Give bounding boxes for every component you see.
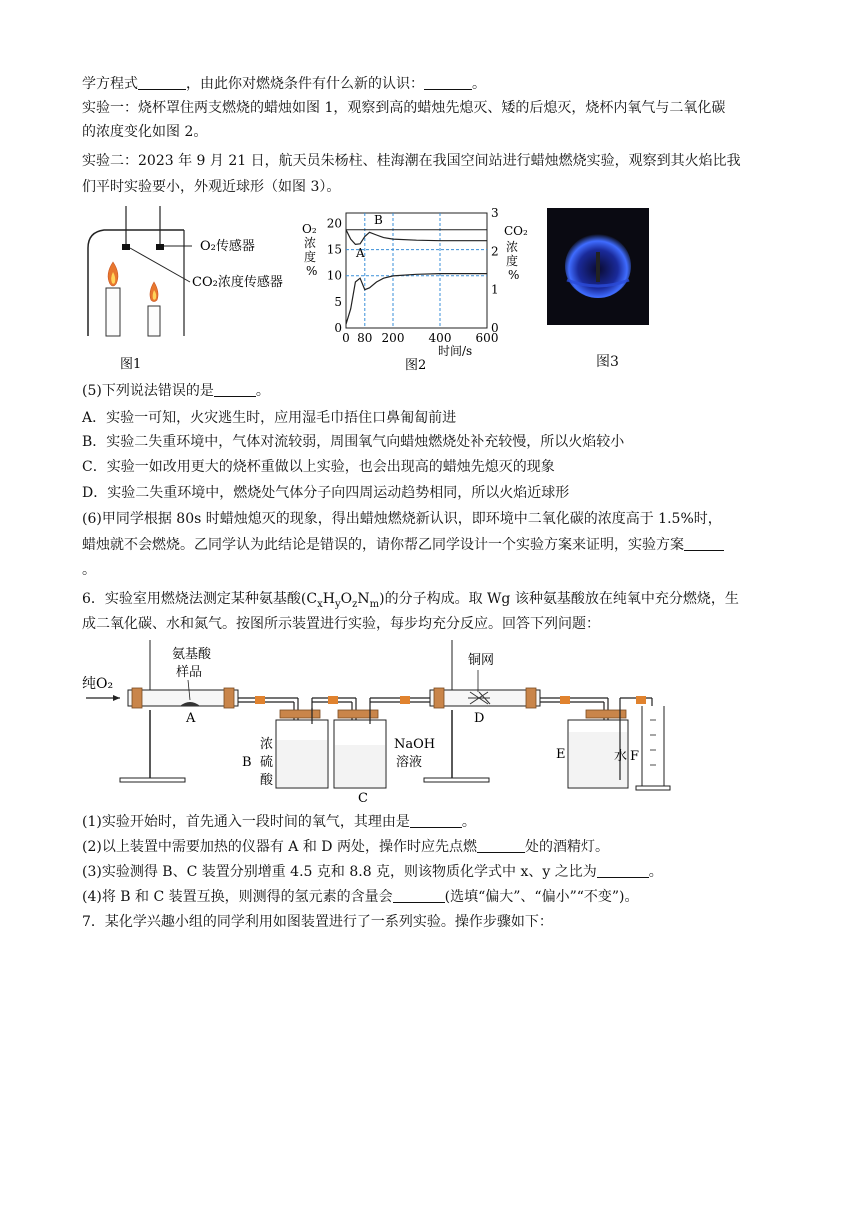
co2-series-line bbox=[346, 274, 487, 325]
sub-question-1: (1)实验开始时，首先通入一段时间的氧气，其理由是 。 bbox=[82, 814, 476, 830]
right-axis-title-2: 浓 bbox=[506, 240, 519, 254]
answer-blank[interactable] bbox=[684, 536, 724, 551]
co2-sensor-label: CO₂浓度传感器 bbox=[192, 275, 283, 290]
answer-blank[interactable] bbox=[477, 838, 525, 853]
x-tick-label: 400 bbox=[428, 331, 452, 345]
o2-series-line bbox=[346, 230, 487, 245]
option-b: B．实验二失重环境中，气体对流较弱，周围氧气向蜡烛燃烧处补充较慢，所以火焰较小 bbox=[82, 434, 625, 450]
answer-blank[interactable] bbox=[424, 75, 472, 90]
option-a: A．实验一可知，火灾逃生时，应用湿毛巾捂住口鼻匍匐前进 bbox=[82, 410, 457, 426]
x-tick-label: 200 bbox=[381, 331, 405, 345]
apparatus-label-d: D bbox=[474, 711, 485, 726]
left-axis-title-3: 度 bbox=[304, 250, 317, 264]
left-axis-title-2: 浓 bbox=[304, 236, 317, 250]
x-tick-label: 80 bbox=[357, 331, 373, 345]
text-line: 实验一：烧杯罩住两支燃烧的蜡烛如图 1，观察到高的蜡烛先熄灭、矮的后熄灭，烧杯内氧气与二氧化碳 bbox=[82, 100, 726, 116]
x-tick-label: 600 bbox=[475, 331, 499, 345]
conc-acid-label-2: 硫 bbox=[260, 755, 274, 770]
apparatus-diagram bbox=[80, 640, 700, 808]
conc-acid-label-3: 酸 bbox=[260, 773, 274, 788]
x-axis-title: 时间/s bbox=[438, 344, 473, 358]
answer-blank[interactable] bbox=[393, 888, 445, 903]
right-axis-title-1: CO₂ bbox=[504, 224, 528, 238]
sub-question-3: (3)实验测得 B、C 装置分别增重 4.5 克和 8.8 克，则该物质化学式中 x、y 之比为 。 bbox=[82, 864, 663, 880]
question-5: (5)下列说法错误的是 。 bbox=[82, 383, 270, 399]
apparatus-label-c: C bbox=[358, 791, 368, 806]
problem-7: 7．某化学兴趣小组的同学利用如图装置进行了一系列实验。操作步骤如下： bbox=[82, 914, 553, 930]
naoh-label-1: NaOH bbox=[394, 737, 436, 752]
right-tick-label: 2 bbox=[491, 244, 499, 259]
right-tick-label: 3 bbox=[491, 206, 499, 220]
option-d: D．实验二失重环境中，燃烧处气体分子向四周运动趋势相同，所以火焰近球形 bbox=[82, 485, 570, 501]
pure-o2-label: 纯O₂ bbox=[82, 676, 114, 692]
problem-6-line-1: 6．实验室用燃烧法测定某种氨基酸$(C_xH_yO_zN_m)$的分子构成。取 Wg 该种氨基酸放在纯氧中充分燃烧，生 bbox=[82, 591, 739, 610]
figure-1-caption: 图1 bbox=[120, 357, 142, 371]
question-6-line-1: (6)甲同学根据 80s 时蜡烛熄灭的现象，得出蜡烛燃烧新认识，即环境中二氧化碳的浓度高于 1.5%时， bbox=[82, 511, 722, 527]
apparatus-label-e: E bbox=[556, 747, 566, 762]
answer-blank[interactable] bbox=[597, 863, 649, 878]
answer-blank[interactable] bbox=[138, 75, 186, 90]
point-label-a: A bbox=[356, 246, 365, 260]
figure-3-photo bbox=[547, 208, 649, 325]
problem-6-line-2: 成二氧化碳、水和氮气。按图所示装置进行实验，每步均充分反应。回答下列问题： bbox=[82, 616, 600, 632]
apparatus-label-b: B bbox=[242, 755, 252, 770]
apparatus-label-a: A bbox=[186, 711, 196, 726]
left-axis-title-1: O₂ bbox=[302, 222, 317, 236]
right-tick-label: 0 bbox=[491, 321, 499, 335]
spherical-flame-icon bbox=[547, 208, 649, 325]
figure-2-chart bbox=[298, 203, 538, 373]
left-tick-label: 0 bbox=[334, 321, 342, 335]
o2-sensor-label: O₂传感器 bbox=[200, 239, 255, 254]
answer-blank[interactable] bbox=[214, 382, 256, 397]
left-tick-label: 20 bbox=[326, 216, 342, 231]
water-label: 水 bbox=[614, 749, 628, 764]
text-line: 的浓度变化如图 2。 bbox=[82, 124, 208, 140]
left-tick-label: 10 bbox=[326, 268, 342, 283]
apparatus-label-f: F bbox=[630, 749, 640, 764]
plot-frame bbox=[346, 213, 487, 328]
figure-3-caption: 图3 bbox=[596, 354, 619, 370]
right-axis-title-4: % bbox=[508, 268, 520, 282]
text-line: 们平时实验要小，外观近球形（如图 3）。 bbox=[82, 179, 341, 195]
conc-acid-label-1: 浓 bbox=[260, 737, 274, 752]
left-tick-label: 5 bbox=[334, 294, 342, 309]
text-line: 学方程式 ，由此你对燃烧条件有什么新的认识： 。 bbox=[82, 76, 486, 92]
figure-2-caption: 图2 bbox=[405, 358, 427, 373]
sub-question-2: (2)以上装置中需要加热的仪器有 A 和 D 两处，操作时应先点燃 处的酒精灯。 bbox=[82, 839, 609, 855]
option-c: C．实验一如改用更大的烧杯重做以上实验，也会出现高的蜡烛先熄灭的现象 bbox=[82, 459, 555, 475]
question-6-line-3: 。 bbox=[82, 562, 96, 578]
sample-label-1: 氨基酸 bbox=[172, 647, 212, 662]
left-tick-label: 15 bbox=[326, 242, 342, 257]
question-6-line-2: 蜡烛就不会燃烧。乙同学认为此结论是错误的，请你帮乙同学设计一个实验方案来证明，实验方案 bbox=[82, 535, 782, 555]
sub-question-4: (4)将 B 和 C 装置互换，则测得的氢元素的含量会 (选填“偏大”、“偏小”“不变”)。 bbox=[82, 889, 639, 905]
figure-1-beaker bbox=[80, 206, 310, 371]
right-axis-title-3: 度 bbox=[506, 254, 519, 268]
sample-label-2: 样品 bbox=[176, 665, 203, 680]
right-tick-label: 1 bbox=[491, 282, 499, 297]
point-label-b: B bbox=[374, 213, 383, 227]
copper-mesh-label: 铜网 bbox=[468, 653, 495, 668]
left-axis-title-4: % bbox=[306, 264, 318, 278]
naoh-label-2: 溶液 bbox=[396, 755, 423, 770]
x-tick-label: 0 bbox=[342, 331, 350, 345]
text-line: 实验二：2023 年 9 月 21 日，航天员朱杨柱、桂海潮在我国空间站进行蜡烛燃烧实验，观察到其火焰比我 bbox=[82, 153, 741, 169]
answer-blank[interactable] bbox=[410, 813, 462, 828]
